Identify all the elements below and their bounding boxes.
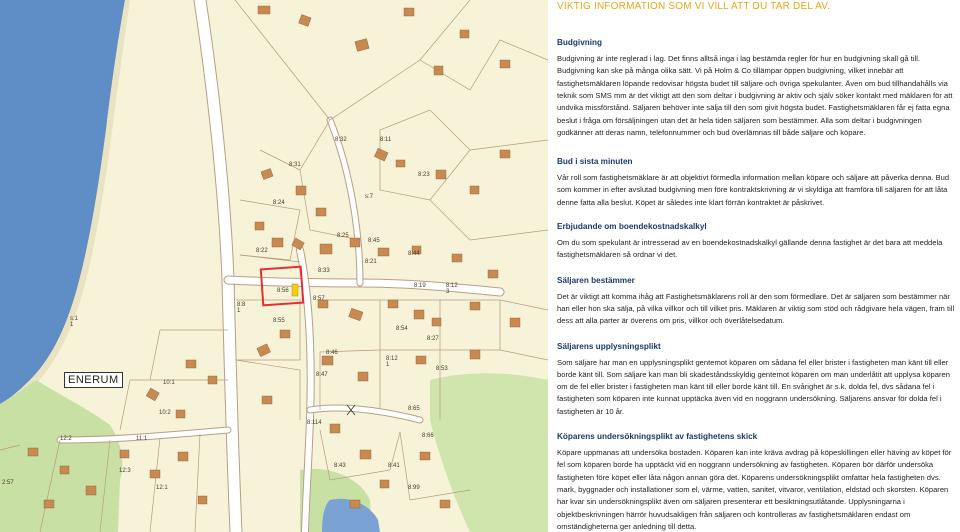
info-section	[557, 222, 955, 262]
section-body: Köpare uppmanas att undersöka bostaden. Köparen kan inte kräva avdrag på köpeskillingen eller häving av köpet för fel som köparen borde ha upptäckt vid en noggrann undersökning av fastigheten. Köparen bör därför undersöka fastigheten före köpet eller låta någon annan göra det. Köparens undersökningsplikt omfattar hela fastigheten dvs. mark, byggnader och installationer som el, värme, vatten, sanitet, vitvaror, ventilation, eldstad och skorsten. Köparen har kvar sin undersökningsplikt även om säljaren presenterar ett besiktningsutlåtande. Upplysningarna i objektbeskrivningen härrör huvudsakligen från säljaren och kontrolleras av fastighetsmäklaren endast om omständigheterna ger anledning till detta.	[557, 448, 952, 531]
plot-label: 8:99	[408, 485, 420, 491]
plot-label: 10:1	[163, 380, 175, 386]
plot-label: 8:12 3	[446, 283, 458, 295]
plot-label: 12:2	[60, 436, 72, 442]
section-body: Vår roll som fastighetsmäklare är att objektivt förmedla information mellan köpare och säljare att påverka denna. Bud som kommer in efter avslutad budgivning men före kontraktskrivning är vi skyldiga att framföra till säljaren för att låta denne fatta alla beslut. Köpet är således inte klart förrän kontraktet är påskrivet.	[557, 173, 950, 207]
info-section	[557, 342, 955, 419]
info-section	[557, 432, 955, 532]
section-heading: Bud i sista minuten	[557, 157, 633, 167]
plot-label: 8:23	[418, 172, 430, 178]
property-marker	[292, 284, 298, 296]
plot-label: 8:8 1	[237, 302, 246, 314]
section-body: Det är viktigt att komma ihåg att Fastighetsmäklarens roll är den som förmedlare. Det är säljaren som bestämmer när han eller hon ska sälja, på vilka villkor och till vilket pris. Mäklaren är viktig som stöd och rådgivare hela vägen, fram till dess att alla parter är överens om pris, villkor och överlåtelsedatum.	[557, 291, 955, 326]
info-section	[557, 157, 955, 209]
plot-label: 11:1	[136, 436, 148, 442]
plot-label: 8:45	[368, 238, 380, 244]
plot-label: 8:24	[273, 200, 285, 206]
plot-label: 8:56	[277, 288, 289, 294]
plot-label: 8:66	[422, 433, 434, 439]
info-content	[557, 38, 955, 532]
plot-label: 2:57	[2, 480, 14, 486]
plot-label: 8:32	[335, 137, 347, 143]
plot-label: 8:43	[334, 463, 346, 469]
info-section	[557, 38, 955, 139]
plot-label: 8:55	[273, 318, 285, 324]
section-heading: Säljarens upplysningsplikt	[557, 341, 661, 351]
plot-label: 8:19	[414, 283, 426, 289]
plot-label: 8:11	[380, 137, 392, 143]
plot-label: s:7	[365, 194, 374, 200]
plot-label: 8:33	[318, 268, 330, 274]
plot-label: 8:47	[316, 372, 328, 378]
section-heading: Köparens undersökningsplikt av fastighetens skick	[557, 432, 758, 442]
section-body: Som säljare har man en upplysningsplikt gentemot köparen om sådana fel eller brister i fastigheten man känt till eller borde känt till. Som säljare kan man bli skadeståndsskyldig gentemot köparen om man underlåtit att upplysa köparen om de fel eller brister i fastigheten man känt till eller borde känt till. En svårighet är s.k. dolda fel, dvs sådana fel i fastigheten som köparen inte kunnat upptäcka även vid en noggrann undersökning. Säljarens ansvar för dolda fel i fastigheten är 10 år.	[557, 357, 950, 416]
plot-label: 8:54	[396, 326, 408, 332]
plot-label: 10:2	[159, 410, 171, 416]
section-heading: Erbjudande om boendekostnadskalkyl	[557, 222, 707, 231]
plot-label: 8:31	[289, 162, 301, 168]
section-heading: Budgivning	[557, 38, 603, 47]
section-body: Budgivning är inte reglerad i lag. Det finns alltså inga i lag bestämda regler för hur en budgivning skall gå till. Budgivning kan ske på många olika sätt. Vi på Holm & Co tillämpar öppen budgivning, vilket innebär att fastighetsmäklaren löpande redovisar högsta budet till säljare och övriga spekulanter. Även om bud tillhandahålls via teknik som SMS mm är det viktigt att den som deltar i budgivning är aktiv och själv söker kontakt med mäklaren för att undvika missförstånd. Säljaren behöver inte sälja till den som givit högsta budet. Fastighetsmäklaren får ej fatta egna beslut i fråga om försäljningen utan det är hela tiden säljaren som bestämmer. Alla som deltar i budgivningen godkänner att deras namn, telefonnummer och bud överlämnas till både säljare och köpare.	[557, 54, 953, 137]
plot-label: s:1 1	[70, 316, 79, 328]
plot-label: 8:12 1	[386, 356, 398, 368]
plot-label: 8:114	[307, 420, 322, 426]
info-section	[557, 276, 955, 328]
plot-label: 8:57	[313, 296, 325, 302]
plot-label: 12:3	[119, 468, 131, 474]
plot-label: 8:41	[388, 463, 400, 469]
section-heading: Säljaren bestämmer	[557, 275, 635, 285]
plot-label: 8:46	[326, 350, 338, 356]
plot-label: 8:53	[436, 366, 448, 372]
plot-label: 8:44	[408, 251, 420, 257]
plot-label: 8:27	[427, 336, 439, 342]
place-label-enerum: ENERUM	[64, 372, 123, 388]
plot-label: 8:25	[337, 233, 349, 239]
plot-label: 8:21	[365, 259, 377, 265]
plot-label: 8:22	[256, 248, 268, 254]
page-title: VIKTIG INFORMATION SOM VI VILL ATT DU TAR DEL AV.	[557, 1, 831, 12]
section-body: Om du som spekulant är intresserad av en boendekostnadskalkyl gällande denna fastighet är det bara att meddela fastighetsmäklaren så ordnar vi det.	[557, 238, 943, 260]
plot-label: 8:65	[408, 406, 420, 412]
plot-label: 12:1	[156, 485, 168, 491]
